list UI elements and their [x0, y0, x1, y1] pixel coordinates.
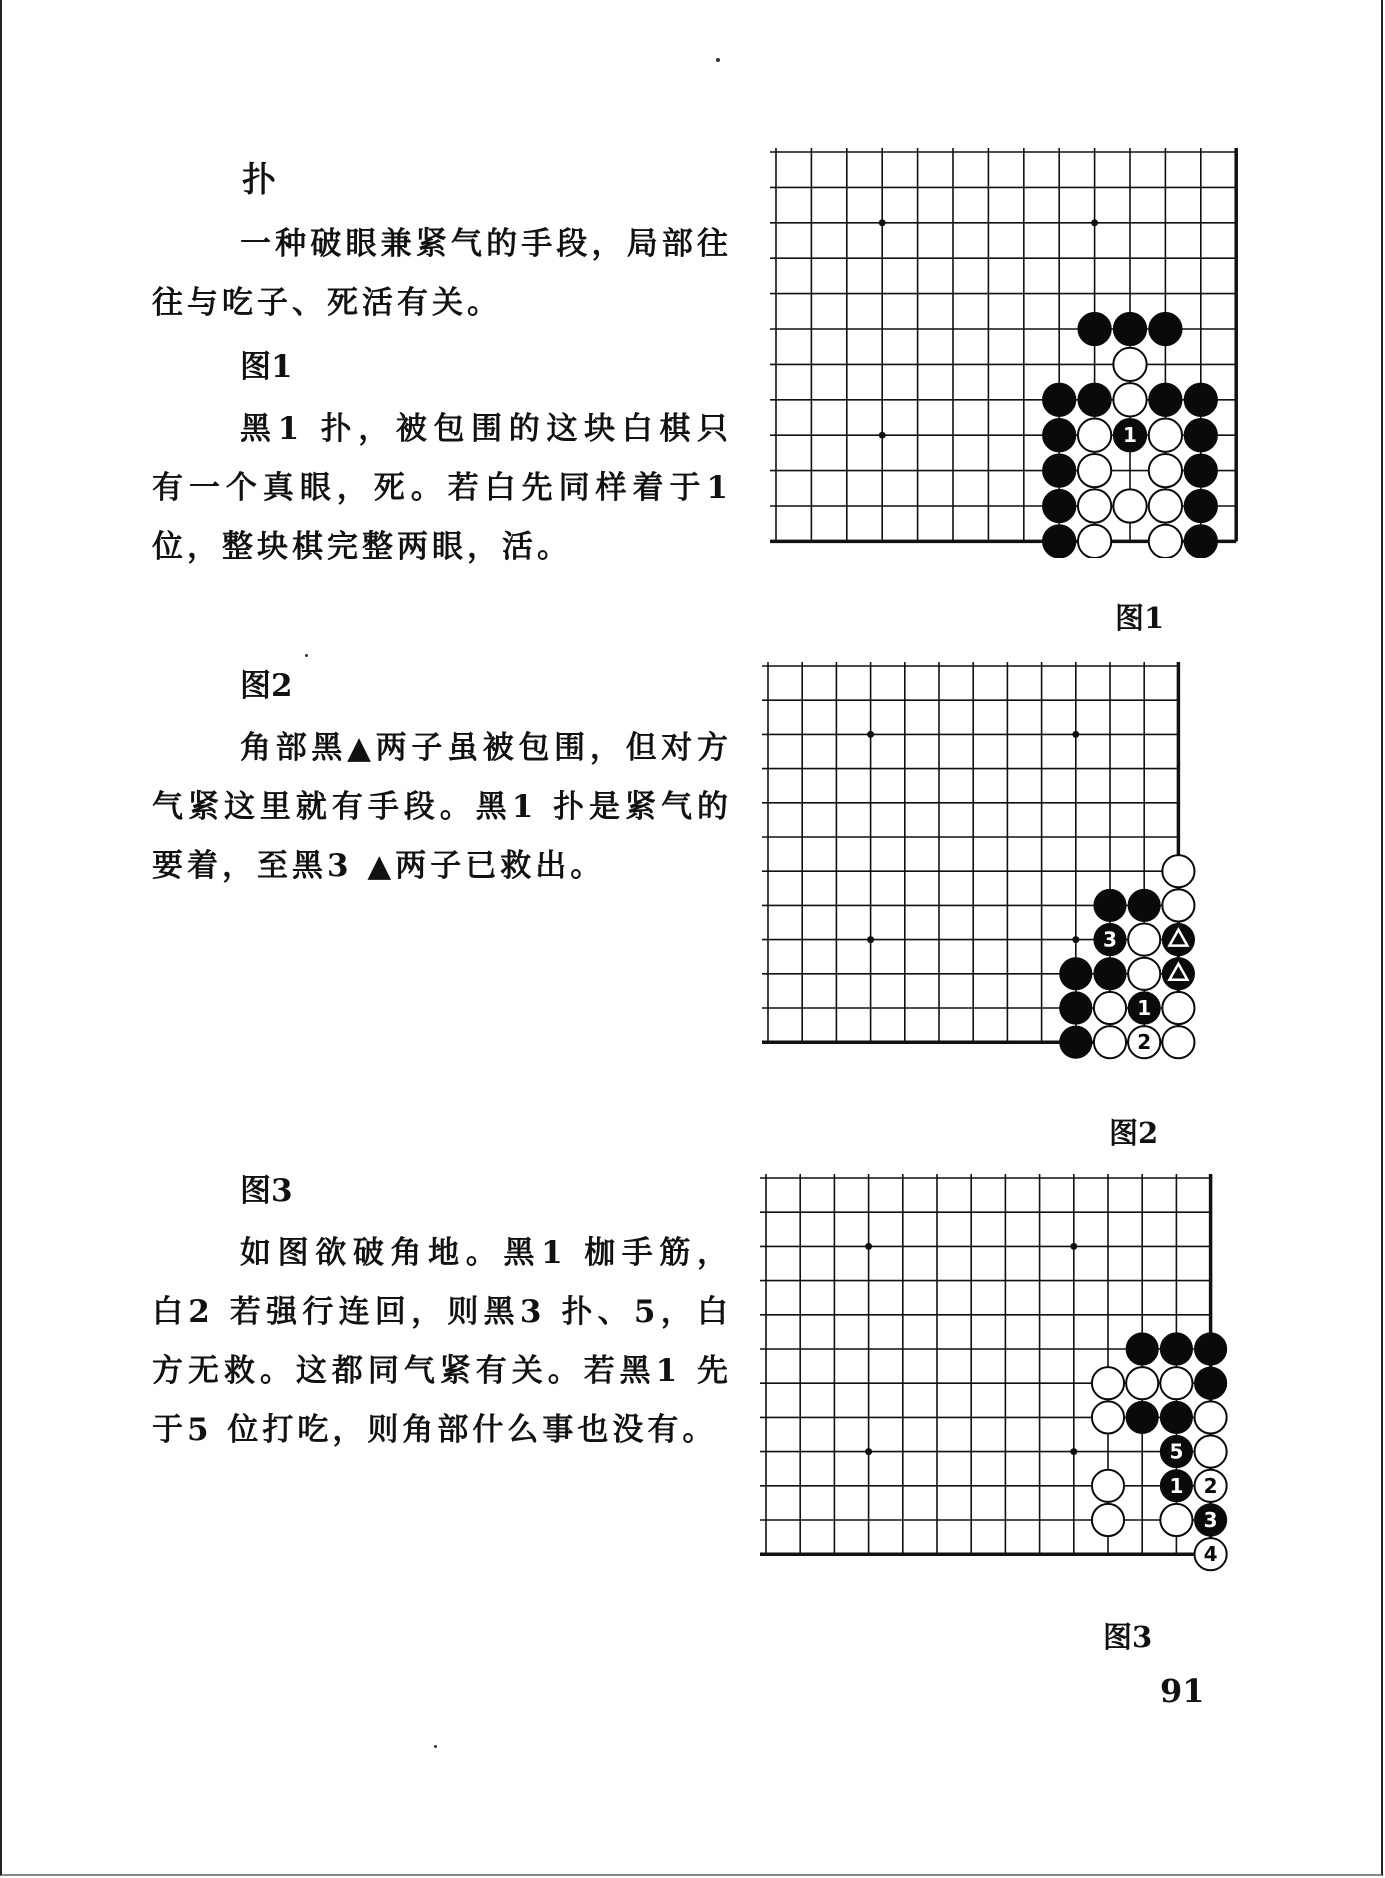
move-number: 1 [1169, 1473, 1184, 1498]
white-stone [1160, 1504, 1192, 1536]
star-point [867, 936, 874, 943]
go-diagram-2 [762, 660, 1242, 1072]
white-stone [1092, 1401, 1124, 1433]
star-point [865, 1448, 872, 1455]
white-stone [1149, 454, 1182, 487]
page-number: 91 [1160, 1672, 1205, 1710]
black-stone [1094, 958, 1126, 990]
black-stone [1195, 1367, 1227, 1399]
black-stone [1160, 1401, 1192, 1433]
black-stone [1113, 312, 1146, 345]
move-number: 1 [1137, 996, 1152, 1020]
move-number: 2 [1137, 1030, 1152, 1055]
white-stone [1195, 1401, 1227, 1433]
black-stone [1043, 489, 1076, 522]
section-1 [152, 152, 732, 577]
star-point [879, 219, 886, 226]
white-stone [1126, 1367, 1158, 1399]
black-stone [1060, 992, 1092, 1024]
white-stone [1149, 419, 1182, 452]
star-point [1072, 731, 1079, 738]
move-number: 1 [1123, 423, 1137, 448]
black-stone [1060, 1026, 1092, 1058]
figure-3-caption: 图3 [1103, 1620, 1153, 1654]
speck [434, 1745, 437, 1748]
figure-2-text: 角部黑▲两子虽被包围，但对方气紧这里就有手段。黑1 扑是紧气的要着，至黑3 ▲两子已救出。 [152, 730, 732, 884]
white-stone [1162, 889, 1194, 921]
speck [716, 58, 720, 62]
star-point [867, 731, 874, 738]
black-stone [1149, 312, 1182, 345]
white-stone [1078, 489, 1111, 522]
black-stone [1184, 489, 1217, 522]
black-stone [1184, 383, 1217, 416]
white-stone [1092, 1504, 1124, 1536]
black-stone [1094, 889, 1126, 921]
section-2 [152, 660, 732, 896]
star-point [1091, 219, 1098, 226]
white-stone [1160, 1367, 1192, 1399]
white-stone [1113, 348, 1146, 381]
move-number: 3 [1203, 1508, 1218, 1532]
black-stone [1160, 1333, 1192, 1365]
white-stone [1162, 992, 1194, 1024]
white-stone [1078, 525, 1111, 558]
black-stone [1043, 454, 1076, 487]
white-stone [1113, 383, 1146, 416]
figure-1-label: 图1 [240, 349, 293, 385]
figure-1-caption: 图1 [1115, 601, 1165, 635]
white-stone [1195, 1436, 1227, 1468]
white-stone [1078, 419, 1111, 452]
intro-text: 一种破眼兼紧气的手段，局部往往与吃子、死活有关。 [152, 226, 732, 321]
go-diagram-1 [770, 146, 1250, 558]
black-stone [1043, 419, 1076, 452]
black-stone [1184, 419, 1217, 452]
star-point [1070, 1448, 1077, 1455]
white-stone [1128, 924, 1160, 956]
section-3 [152, 1165, 732, 1460]
white-stone [1092, 1367, 1124, 1399]
white-stone [1078, 454, 1111, 487]
white-stone [1113, 489, 1146, 522]
page-title: 扑 [242, 160, 276, 200]
black-stone [1078, 383, 1111, 416]
star-point [1072, 936, 1079, 943]
figure-2-caption: 图2 [1109, 1116, 1159, 1150]
figure-3-label: 图3 [240, 1173, 293, 1209]
black-stone [1060, 958, 1092, 990]
figure-2-label: 图2 [240, 668, 293, 704]
speck [305, 654, 308, 657]
star-point [879, 432, 886, 439]
black-stone [1149, 383, 1182, 416]
figure-1-text: 黑1 扑，被包围的这块白棋只有一个真眼，死。若白先同样着于1 位，整块棋完整两眼，活。 [152, 411, 732, 565]
white-stone [1092, 1470, 1124, 1502]
white-stone [1162, 1026, 1194, 1058]
black-stone [1184, 525, 1217, 558]
black-stone [1043, 525, 1076, 558]
black-stone [1126, 1401, 1158, 1433]
black-stone [1078, 312, 1111, 345]
white-stone [1149, 525, 1182, 558]
figure-3-text: 如图欲破角地。黑1 枷手筋，白2 若强行连回，则黑3 扑、5，白方无救。这都同气紧有关。若黑1 先于5 位打吃，则角部什么事也没有。 [152, 1235, 732, 1448]
black-stone [1126, 1333, 1158, 1365]
white-stone [1162, 855, 1194, 887]
black-stone [1128, 889, 1160, 921]
go-diagram-3 [760, 1172, 1260, 1584]
move-number: 3 [1103, 927, 1117, 952]
move-number: 2 [1203, 1473, 1218, 1498]
black-stone [1043, 383, 1076, 416]
star-point [865, 1243, 872, 1250]
move-number: 4 [1203, 1542, 1218, 1567]
white-stone [1128, 958, 1160, 990]
black-stone [1184, 454, 1217, 487]
white-stone [1094, 992, 1126, 1024]
move-number: 5 [1169, 1439, 1184, 1464]
star-point [1070, 1243, 1077, 1250]
white-stone [1149, 489, 1182, 522]
white-stone [1094, 1026, 1126, 1058]
black-stone [1195, 1333, 1227, 1365]
